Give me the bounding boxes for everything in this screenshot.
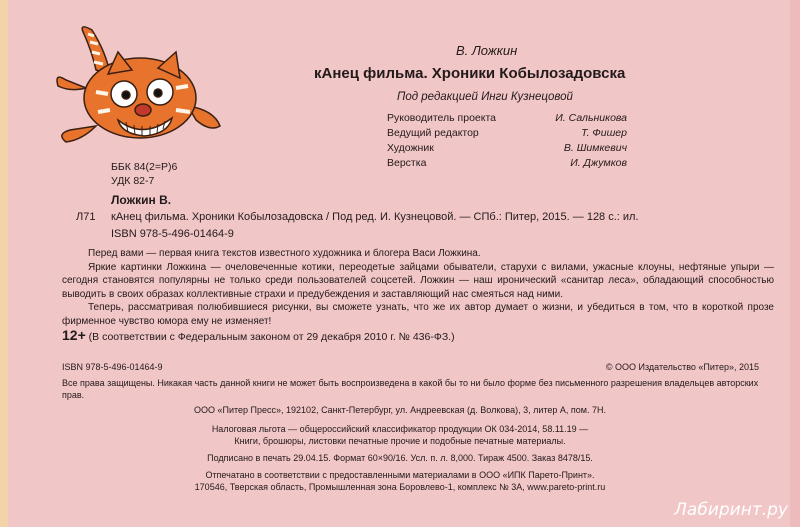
author-code: Л71 <box>76 211 96 223</box>
tax-line-2: Книги, брошюры, листовки печатные прочие и подобные печатные материалы. <box>234 436 566 446</box>
udk-code: УДК 82-7 <box>111 175 155 187</box>
credit-row <box>387 142 627 157</box>
rights-notice: Все права защищены. Никакая часть данной книги не может быть воспроизведена в какой бы то ни было форме без письменного разрешения владельцев авторских прав. <box>62 378 759 400</box>
tax-line-1: Налоговая льгота — общероссийский классификатор продукции ОК 034-2014, 58.11.19 — <box>211 424 589 434</box>
printer-line-1: Отпечатано в соответствии с предоставленными материалами в ООО «ИПК Парето-Принт». <box>205 470 595 480</box>
credit-role: Верстка <box>387 157 427 169</box>
book-author: В. Ложкин <box>456 43 518 58</box>
watermark-logo: Лабиринт.ру <box>674 500 788 520</box>
credit-role: Руководитель проекта <box>387 112 497 124</box>
credit-name: И. Сальникова <box>555 112 627 124</box>
print-info: Подписано в печать 29.04.15. Формат 60×90/16. Усл. п. л. 8,000. Тираж 4500. Заказ 8478/15. <box>207 453 593 463</box>
annotation <box>62 247 774 328</box>
credit-name: Т. Фишер <box>581 127 627 139</box>
catalog-author: Ложкин В. <box>111 193 172 207</box>
age-rating <box>62 327 455 343</box>
credit-row <box>387 127 627 142</box>
publisher-address: ООО «Питер Пресс», 192102, Санкт-Петербург, ул. Андреевская (д. Волкова), 3, литер А, пом. 7Н. <box>194 405 606 415</box>
credits-list <box>387 112 627 172</box>
printer-line-2: 170546, Тверская область, Промышленная зона Боровлево-1, комплекс № 3А, www.pareto-print.ru <box>194 482 606 492</box>
age-note: (В соответствии с Федеральным законом от 29 декабря 2010 г. № 436-ФЗ.) <box>88 331 455 343</box>
book-title: кАнец фильма. Хроники Кобылозадовска <box>314 65 626 82</box>
page-left-edge <box>0 0 8 527</box>
edited-by: Под редакцией Инги Кузнецовой <box>397 91 573 103</box>
credit-role: Ведущий редактор <box>387 127 479 139</box>
cat-illustration <box>48 22 228 157</box>
age-mark: 12+ <box>62 327 86 343</box>
credit-row <box>387 157 627 172</box>
page-right-edge <box>790 0 800 527</box>
annotation-paragraph: Яркие картинки Ложкина — очеловеченные котики, переодетые зайцами обыватели, старухи с вилами, ужасные клоуны, нефтяные упыри — сегодня становятся популярны не только среди пользователей соцсетей. Ложкин — наш иронический «санитар леса», обладающий способностью выводить в своих образах коллективные страхи и предубеждения и заставляющий нас смеяться над ними. <box>62 261 774 300</box>
credit-row <box>387 112 627 127</box>
credit-name: В. Шимкевич <box>563 142 627 154</box>
copyright: © ООО Издательство «Питер», 2015 <box>605 362 759 372</box>
footer-isbn: ISBN 978-5-496-01464-9 <box>62 362 163 372</box>
annotation-paragraph: Теперь, рассматривая полюбившиеся рисунки, вы сможете узнать, что же их автор думает о жизни, и убедиться в том, что в короткой прозе фирменное чувство юмора ему не изменяет! <box>62 302 774 327</box>
annotation-paragraph: Перед вами — первая книга текстов известного художника и блогера Васи Ложкина. <box>88 248 481 259</box>
credit-role: Художник <box>387 142 434 154</box>
bbk-code: ББК 84(2=Р)6 <box>111 161 178 173</box>
bibliographic-description: кАнец фильма. Хроники Кобылозадовска / Под ред. И. Кузнецовой. — СПб.: Питер, 2015. — 128 с.: ил. <box>111 211 639 223</box>
credit-name: И. Джумков <box>570 157 627 169</box>
catalog-isbn: ISBN 978-5-496-01464-9 <box>111 228 234 240</box>
